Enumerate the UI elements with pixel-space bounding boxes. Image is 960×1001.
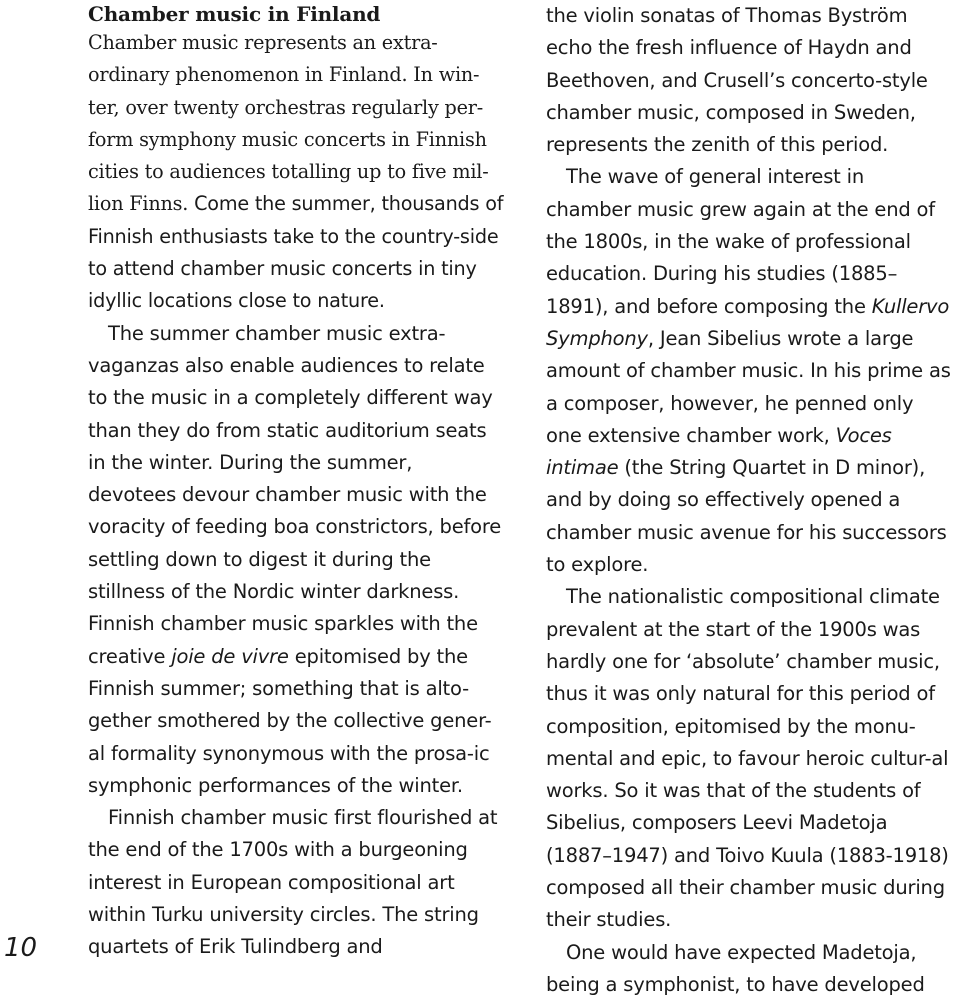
right-column	[546, 0, 954, 1001]
paragraph-intro-sans: Come the summer, thousands of Finnish enthusiasts take to the country-side to attend chamber music concerts in tiny idyllic locations close to nature.	[88, 192, 504, 313]
paragraph-nationalistic: The nationalistic compositional climate prevalent at the start of the 1900s was hardly one for ‘absolute’ chamber music, thus it was only natural for this period of composition, epitomised by the monu-mental and epic, to favour heroic cultur-al works. So it was that of the students of Sibelius, composers Leevi Madetoja (1887–1947) and Toivo Kuula (1883-1918) composed all their chamber music during their studies.	[546, 585, 949, 932]
paragraph-sibelius-b: , Jean Sibelius wrote a large amount of chamber music. In his prime as a composer, however, he penned only one extensive chamber work,	[546, 326, 951, 447]
paragraph-summer-emphasis: joie de vivre	[171, 644, 289, 668]
paragraph-sibelius-c: (the String Quartet in D minor), and by doing so effectively opened a chamber music avenue for his successors to explore.	[546, 456, 947, 577]
paragraph-sibelius	[546, 161, 954, 581]
paragraph-summer-tail: epitomised by the Finnish summer; something that is alto-gether smothered by the collective gener-al formality synonymous with the prosa-ic symphonic performances of the winter.	[88, 644, 492, 797]
paragraph-history: Finnish chamber music first flourished at the end of the 1700s with a burgeoning interest in European compositional art within Turku university circles. The string quartets of Erik Tulindberg and	[88, 806, 498, 959]
paragraph-sibelius-a: The wave of general interest in chamber music grew again at the end of the 1800s, in the wake of professional education. During his studies (1885–1891), and before composing the	[546, 165, 935, 318]
paragraph-intro	[88, 27, 506, 318]
paragraph-summer-text: The summer chamber music extra-vaganzas also enable audiences to relate to the music in a completely different way than they do from static auditorium seats in the winter. During the summer, devotees devour chamber music with the voracity of feeding boa constrictors, before settling down to digest it during the stillness of the Nordic winter darkness. Finnish chamber music sparkles with the creative	[88, 321, 502, 668]
paragraph-continued: the violin sonatas of Thomas Byström echo the fresh influence of Haydn and Beethoven, and Crusell’s concerto-style chamber music, composed in Sweden, represents the zenith of this period.	[546, 4, 928, 157]
paragraph-intro-serif: Chamber music represents an extra-ordinary phenomenon in Finland. In win-ter, over twenty orchestras regularly per-form symphony music concerts in Finnish cities to audiences totalling up to five mil-lion Finns.	[88, 31, 489, 216]
paragraph-sibelius-em2: Voces intimae	[546, 423, 892, 480]
paragraph-summer	[88, 318, 506, 802]
paragraph-madetoja: One would have expected Madetoja, being a symphonist, to have developed	[546, 940, 925, 996]
paragraph-sibelius-em1: Kullervo Symphony	[546, 294, 950, 350]
page-number: 10	[4, 933, 38, 963]
left-column	[88, 0, 506, 964]
section-heading: Chamber music in Finland	[88, 2, 381, 26]
